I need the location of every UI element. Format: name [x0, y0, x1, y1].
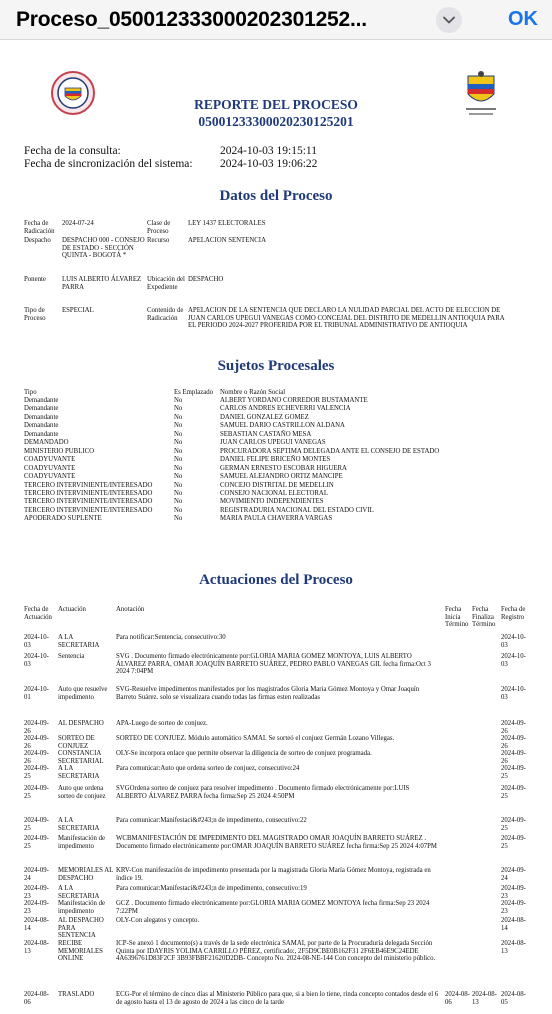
sujeto-emplazado: No — [174, 430, 183, 438]
sujeto-emplazado: No — [174, 489, 183, 497]
actuacion-tipo: A LA SECRETARIA — [58, 817, 100, 832]
sujeto-tipo: COADYUVANTE — [24, 456, 76, 464]
sujeto-emplazado: No — [174, 506, 183, 514]
viewer-top-bar — [0, 0, 552, 40]
recurso-value: APELACION SENTENCIA — [188, 237, 266, 244]
sujeto-row — [24, 482, 524, 490]
actuacion-fecha-registro: 2024-09-26 — [501, 720, 526, 735]
ubicacion-label: Ubicación del Expediente — [147, 276, 185, 291]
sujeto-tipo: MINISTERIO PUBLICO — [24, 447, 95, 455]
actuacion-anotacion: Para comunicar:Manifestaci&#243;n de impedimento, consecutivo:19 — [116, 885, 307, 892]
sujeto-nombre: ALBERT YORDANO CORREDOR BUSTAMANTE — [220, 397, 368, 404]
actuacion-anotacion: OLY-Se incorpora enlace que permite observar la diligencia de sorteo de conjuez programada. — [116, 750, 372, 757]
clase-value: LEY 1437 ELECTORALES — [188, 220, 266, 227]
actuacion-fecha-registro: 2024-10-03 — [501, 686, 526, 701]
sujeto-tipo: Demandante — [24, 405, 59, 413]
sujeto-tipo: DEMANDADO — [24, 439, 69, 447]
actuaciones-heading: Actuaciones del Proceso — [199, 572, 353, 588]
query-date-value: 2024-10-03 19:15:11 — [220, 145, 317, 157]
actuacion-fecha: 2024-08-06 — [24, 991, 49, 1006]
sujeto-nombre: SAMUEL ALEJANDRO ORTIZ MANCIPE — [220, 473, 343, 481]
sujeto-tipo: Demandante — [24, 397, 59, 404]
act-col-actuacion: Actuación — [58, 606, 86, 613]
sujeto-emplazado: No — [174, 481, 183, 489]
clase-label: Clase de Proceso — [147, 220, 171, 235]
actuacion-fecha-registro: 2024-09-23 — [501, 900, 526, 915]
sujeto-emplazado: No — [174, 456, 183, 464]
act-col-fecha: Fecha de Actuación — [24, 606, 52, 621]
sujeto-emplazado: No — [174, 405, 183, 413]
actuacion-tipo: CONSTANCIA SECRETARIAL — [58, 750, 104, 765]
sujeto-tipo: TERCERO INTERVINIENTE/INTERESADO — [24, 489, 153, 497]
actuacion-fecha: 2024-10-01 — [24, 686, 49, 701]
sujeto-row — [24, 507, 524, 515]
sujeto-row — [24, 456, 524, 464]
actuacion-anotacion: WCBMANIFESTACIÓN DE IMPEDIMENTO DEL MAGISTRADO OMAR JOAQUÍN BARRETO SUÁREZ . Documento firmado electrónicamente por:OMAR JOAQUÍN BARRETO SUÁREZ fecha firma:Sep 25 2024 4:07PM — [116, 835, 437, 850]
sujeto-row — [24, 490, 524, 498]
sujeto-tipo: APODERADO SUPLENTE — [24, 515, 102, 523]
actuacion-tipo: MEMORIALES AL DESPACHO — [58, 867, 114, 882]
sujetos-col-emplazado: Es Emplazado — [174, 389, 214, 396]
actuacion-tipo: A LA SECRETARIA — [58, 634, 100, 649]
sujeto-tipo: TERCERO INTERVINIENTE/INTERESADO — [24, 481, 153, 489]
act-col-inicio: Fecha Inicia Término — [445, 606, 469, 629]
sujetos-col-nombre: Nombre o Razón Social — [220, 389, 286, 396]
actuacion-anotacion: KRV-Con manifestación de impedimento presentada por la magistrada Gloria María Gómez Montoya, registrada en índice 19. — [116, 867, 431, 882]
actuacion-fecha-registro: 2024-09-26 — [501, 750, 526, 765]
actuacion-fecha-registro: 2024-09-24 — [501, 867, 526, 882]
actuacion-fecha: 2024-09-23 — [24, 885, 49, 900]
act-col-registro: Fecha de Registro — [501, 606, 526, 621]
actuacion-fecha: 2024-09-26 — [24, 750, 49, 765]
ponente-value: LUIS ALBERTO ÁLVAREZ PARRA — [62, 276, 142, 291]
despacho-value: DESPACHO 000 - CONSEJO DE ESTADO - SECCIÓN QUINTA - BOGOTÁ * — [62, 237, 145, 260]
query-date-row — [24, 145, 317, 157]
actuaciones-header-row — [24, 606, 534, 636]
actuacion-fecha: 2024-09-25 — [24, 817, 49, 832]
sujeto-emplazado: No — [174, 473, 183, 481]
actuacion-fecha-registro: 2024-10-03 — [501, 653, 526, 668]
file-title: Proceso_050012333000202301252... — [16, 7, 367, 31]
actuacion-fecha: 2024-10-03 — [24, 653, 49, 668]
ok-button[interactable]: OK — [508, 8, 538, 30]
actuacion-fecha-finaliza: 2024-08-13 — [472, 991, 497, 1006]
actuacion-fecha: 2024-10-03 — [24, 634, 49, 649]
actuacion-fecha: 2024-09-26 — [24, 720, 49, 735]
actuacion-fecha: 2024-09-23 — [24, 900, 49, 915]
sujeto-emplazado: No — [174, 422, 183, 430]
actuacion-fecha-registro: 2024-10-03 — [501, 634, 526, 649]
actuacion-fecha: 2024-09-25 — [24, 785, 49, 800]
actuacion-anotacion: Para comunicar:Auto que ordena sorteo de conjuez, consecutivo:24 — [116, 765, 300, 772]
options-button[interactable] — [436, 7, 462, 33]
sujeto-nombre: GERMAN ERNESTO ESCOBAR HIGUERA — [220, 464, 347, 472]
sujeto-nombre: DANIEL FELIPE BRICEÑO MONTES — [220, 456, 331, 464]
actuacion-anotacion: ECG-Por el término de cinco días al Ministerio Público para que, si a bien lo tiene, rinda concepto contados desde el 6 de agosto hasta el 13 de agosto de 2024 a las cinco de la tarde — [116, 991, 439, 1006]
sujeto-nombre: SEBASTIAN CASTAÑO MESA — [220, 430, 312, 438]
actuacion-fecha-inicio: 2024-08-06 — [445, 991, 470, 1006]
contenido-label: Contenido de Radicación — [147, 307, 184, 322]
sujeto-nombre: SAMUEL DARIO CASTRILLON ALDANA — [220, 422, 345, 430]
actuacion-fecha-registro: 2024-09-25 — [501, 835, 526, 850]
process-id: 05001233300020230125201 — [198, 114, 354, 129]
actuacion-tipo: SORTEO DE CONJUEZ — [58, 735, 95, 750]
actuacion-tipo: Manifestación de impedimento — [58, 900, 105, 915]
actuacion-anotacion: SVGOrdena sorteo de conjuez para resolver impedimento . Documento firmado electrónicamente por:LUIS ALBERTO ÁLVAREZ PARRA fecha firma:Sep 25 2024 4:50PM — [116, 785, 410, 800]
sujeto-row — [24, 473, 524, 481]
sujeto-emplazado: No — [174, 515, 183, 523]
sujeto-row — [24, 448, 524, 456]
actuacion-tipo: AL DESPACHO PARA SENTENCIA — [58, 917, 104, 940]
actuacion-anotacion: SORTEO DE CONJUEZ. Módulo automático SAMAI. Se sorteó el conjuez Germán Lozano Villegas. — [116, 735, 395, 742]
actuacion-anotacion: ICP-Se anexó 1 documento(s) a través de la sede electrónica SAMAI, por parte de la Procuraduría delegada Sección Quinta por IDAYRIS YOLIMA CARRILLO PÉREZ, certificado:, 2F5D9CBE0B162F31 2F6EB46E9C24EDE 4A6396761D83F2CF 3B93FBBF21620D2DB- Concepto No. 2024-08-NE-144 Con concepto del ministerio público. — [116, 940, 436, 963]
recurso-label: Recurso — [147, 237, 170, 244]
sujeto-tipo: Demandante — [24, 413, 59, 421]
chevron-down-icon — [443, 16, 455, 24]
actuacion-fecha: 2024-09-25 — [24, 765, 49, 780]
actuacion-fecha: 2024-08-14 — [24, 917, 49, 932]
sujeto-tipo: Demandante — [24, 422, 59, 430]
actuacion-fecha-registro: 2024-09-26 — [501, 735, 526, 750]
tipo-proceso-label: Tipo de Proceso — [24, 307, 46, 322]
actuacion-fecha: 2024-09-24 — [24, 867, 49, 882]
ubicacion-value: DESPACHO — [188, 276, 224, 283]
query-date-label: Fecha de la consulta: — [24, 145, 121, 157]
sujeto-emplazado: No — [174, 464, 183, 472]
sync-date-row — [24, 158, 318, 170]
sujeto-emplazado: No — [174, 498, 183, 506]
actuacion-fecha: 2024-08-13 — [24, 940, 49, 955]
actuacion-anotacion: Para notificar:Sentencia, consecutivo:30 — [116, 634, 226, 641]
sujeto-nombre: CONSEJO NACIONAL ELECTORAL — [220, 489, 328, 497]
sujeto-nombre: CARLOS ANDRES ECHEVERRI VALENCIA — [220, 405, 351, 413]
sujeto-nombre: MOVIMIENTO INDEPENDIENTES — [220, 498, 324, 506]
sujeto-emplazado: No — [174, 397, 183, 404]
actuacion-tipo: Auto que resuelve impedimento — [58, 686, 108, 701]
actuacion-fecha-registro: 2024-09-25 — [501, 785, 526, 800]
actuacion-tipo: Manifestación de impedimento — [58, 835, 105, 850]
sujeto-nombre: CONCEJO DISTRITAL DE MEDELLIN — [220, 481, 334, 489]
actuacion-fecha: 2024-09-25 — [24, 835, 49, 850]
sujetos-col-tipo: Tipo — [24, 389, 37, 396]
sujetos-heading: Sujetos Procesales — [217, 358, 335, 374]
sujeto-row — [24, 431, 524, 439]
ponente-label: Ponente — [24, 276, 46, 283]
sujeto-tipo: Demandante — [24, 430, 59, 438]
sujeto-row — [24, 515, 524, 523]
tipo-proceso-value: ESPECIAL — [62, 307, 94, 314]
sujeto-tipo: TERCERO INTERVINIENTE/INTERESADO — [24, 498, 153, 506]
sujeto-row — [24, 498, 524, 506]
actuacion-anotacion: OLY-Con alegatos y concepto. — [116, 917, 200, 924]
datos-heading: Datos del Proceso — [219, 188, 333, 204]
sync-date-value: 2024-10-03 19:06:22 — [220, 158, 318, 170]
sujeto-emplazado: No — [174, 447, 183, 455]
sujeto-nombre: PROCURADORA SEPTIMA DELEGADA ANTE EL CONSEJO DE ESTADO — [220, 447, 440, 455]
act-col-anotacion: Anotación — [116, 606, 145, 613]
sujeto-tipo: COADYUVANTE — [24, 473, 76, 481]
report-title: REPORTE DEL PROCESO — [194, 97, 358, 112]
actuacion-anotacion: SVG-Resuelve impedimentos manifestados por los magistrados Gloria Maria Gómez Montoya y Omar Joaquín Barreto Suárez. solo se visualizara cuando todas las firmas esten realizadas — [116, 686, 420, 701]
actuacion-tipo: A LA SECRETARIA — [58, 885, 100, 900]
sujeto-row — [24, 405, 524, 413]
actuacion-anotacion: SVG . Documento firmado electrónicamente por:GLORIA MARIA GOMEZ MONTOYA, LUIS ALBERTO ÁLVAREZ PARRA, OMAR JOAQUÍN BARRETO SUÁREZ, PEDRO PABLO VANEGAS GIL fecha firma:Oct 3 2024 7:04PM — [116, 653, 431, 676]
actuacion-fecha-registro: 2024-09-25 — [501, 765, 526, 780]
sujeto-row — [24, 414, 524, 422]
actuacion-tipo: RECIBE MEMORIALES ONLINE — [58, 940, 103, 963]
actuacion-tipo: AL DESPACHO — [58, 720, 104, 727]
actuacion-tipo: TRASLADO — [58, 991, 95, 998]
sujeto-row — [24, 397, 524, 405]
actuacion-fecha-registro: 2024-08-05 — [501, 991, 526, 1006]
actuacion-fecha: 2024-09-26 — [24, 735, 49, 750]
fecha-radicacion-label: Fecha de Radicación — [24, 220, 55, 235]
despacho-label: Despacho — [24, 237, 51, 244]
contenido-value: APELACION DE LA SENTENCIA QUE DECLARO LA NULIDAD PARCIAL DEL ACTO DE ELECCION DE JUAN CARLOS UPEGUI VANEGAS COMO CONCEJAL DEL DISTRITO DE MEDELLIN ANTIOQUIA PARA EL PERIODO 2024-2027 PROFERIDA POR EL TRIBUNAL ADMINISTRATIVO DE ANTIOQUIA — [188, 307, 505, 330]
actuacion-fecha-registro: 2024-09-25 — [501, 817, 526, 832]
actuacion-tipo: Sentencia — [58, 653, 85, 660]
sujeto-emplazado: No — [174, 439, 183, 447]
sujeto-nombre: DANIEL GONZALEZ GOMEZ — [220, 413, 309, 421]
sujeto-tipo: COADYUVANTE — [24, 464, 76, 472]
sujeto-row — [24, 465, 524, 473]
actuacion-fecha-registro: 2024-08-13 — [501, 940, 526, 955]
actuacion-tipo: Auto que ordena sorteo de conjuez — [58, 785, 106, 800]
actuacion-anotacion: GCZ . Documento firmado electrónicamente por:GLORIA MARIA GOMEZ MONTOYA fecha firma:Sep 23 2024 7:22PM — [116, 900, 430, 915]
sujeto-nombre: REGISTRADURIA NACIONAL DEL ESTADO CIVIL — [220, 506, 374, 514]
actuacion-anotacion: Para comunicar:Manifestaci&#243;n de impedimento, consecutivo:22 — [116, 817, 307, 824]
sujeto-nombre: MARIA PAULA CHAVERRA VARGAS — [220, 515, 333, 523]
report-document — [0, 40, 552, 1014]
sync-date-label: Fecha de sincronización del sistema: — [24, 158, 193, 170]
act-col-finaliza: Fecha Finaliza Término — [472, 606, 496, 629]
sujeto-row — [24, 422, 524, 430]
sujeto-tipo: TERCERO INTERVINIENTE/INTERESADO — [24, 506, 153, 514]
actuacion-fecha-registro: 2024-08-14 — [501, 917, 526, 932]
actuacion-tipo: A LA SECRETARIA — [58, 765, 100, 780]
sujeto-row — [24, 439, 524, 447]
sujeto-nombre: JUAN CARLOS UPEGUI VANEGAS — [220, 439, 326, 447]
fecha-radicacion-value: 2024-07-24 — [62, 220, 94, 227]
actuacion-fecha-registro: 2024-09-23 — [501, 885, 526, 900]
actuacion-anotacion: APA-Luego de sorteo de conjuez. — [116, 720, 208, 727]
sujeto-emplazado: No — [174, 413, 183, 421]
